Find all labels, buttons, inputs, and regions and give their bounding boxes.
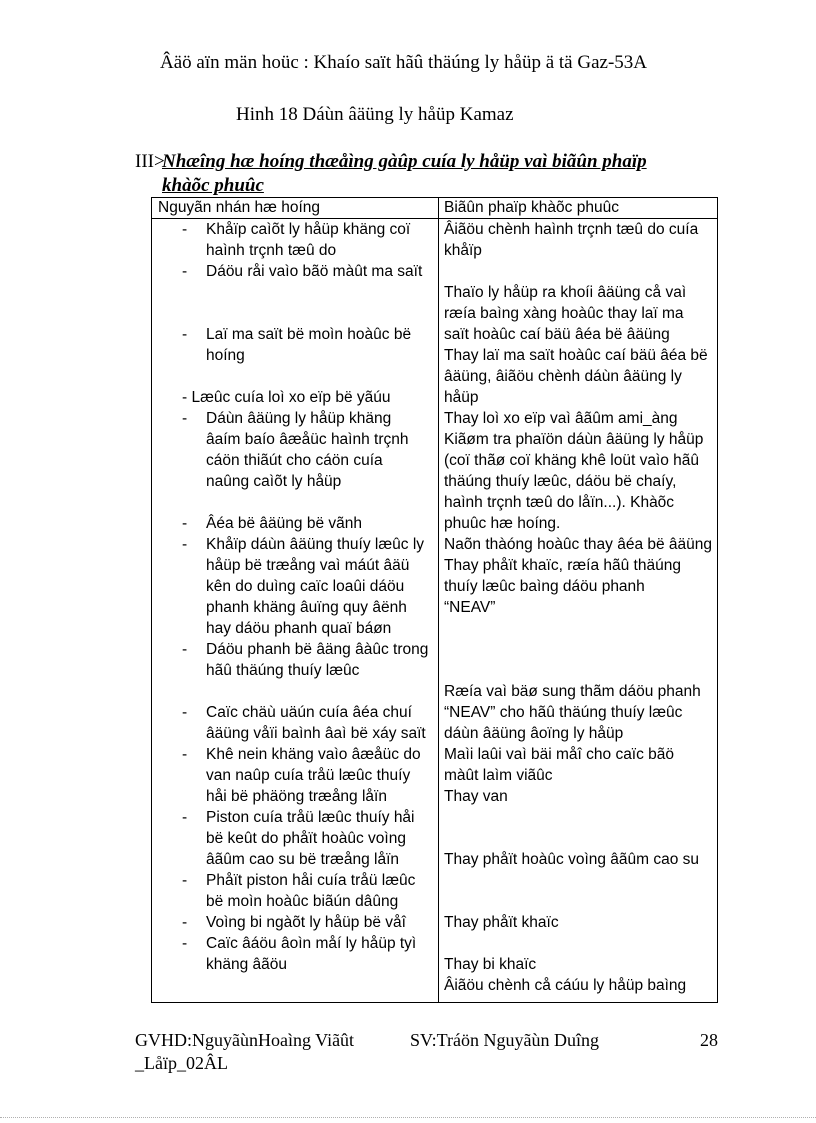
remedy-line: saït hoàûc caí bäü âéa bë âäüng xyxy=(444,326,670,343)
cause-text: Laï ma saït bë moìn hoàûc bë xyxy=(206,326,412,343)
causes-remedies-table xyxy=(151,197,718,1003)
remedy-line: Ræía vaì bäø sung thãm dáöu phanh xyxy=(444,683,701,700)
page-number: 28 xyxy=(700,1030,718,1050)
bullet-dash: - xyxy=(182,641,188,658)
cause-text: - Læûc cuía loì xo eïp bë yãúu xyxy=(182,389,391,406)
remedy-line: Thaïo ly håüp ra khoíi âäüng cå vaì xyxy=(444,284,687,301)
cause-text: khäng âãöu xyxy=(206,956,288,973)
bullet-dash: - xyxy=(182,221,188,238)
remedy-line: ræía baìng xàng hoàûc thay laï ma xyxy=(444,305,684,322)
remedy-line: “NEAV” xyxy=(444,599,496,616)
bullet-dash: - xyxy=(182,935,188,952)
bullet-dash: - xyxy=(182,326,188,343)
bullet-dash: - xyxy=(182,515,188,532)
remedy-line: phuûc hæ hoíng. xyxy=(444,515,561,532)
footer-class: _Låïp_02ÂL xyxy=(135,1053,228,1073)
remedy-line: Thay van xyxy=(444,788,508,805)
section-number: III> xyxy=(135,151,165,172)
cause-text: Phåït piston håi cuía tråü læûc xyxy=(206,872,416,889)
cause-text: Âéa bë âäüng bë vãnh xyxy=(206,515,362,532)
cause-text: naûng caìõt ly håüp xyxy=(206,473,342,490)
cause-text: hay dáöu phanh quaï báøn xyxy=(206,620,392,637)
remedy-line: khåïp xyxy=(444,242,482,259)
remedy-line: Thay phåït khaïc xyxy=(444,914,559,931)
section-title-line1: Nhæîng hæ hoíng thæåìng gàûp cuía ly håüp vaì biãûn phaïp xyxy=(162,151,647,172)
cause-text: bë moìn hoàûc biãún dâûng xyxy=(206,893,399,910)
bullet-dash: - xyxy=(182,746,188,763)
cause-text: âäüng våïi baình âaì bë xáy saït xyxy=(206,725,426,742)
header-remedies: Biãûn phaïp khàõc phuûc xyxy=(444,199,619,216)
bullet-dash: - xyxy=(182,914,188,931)
remedy-line: thäúng thuíy læûc, dáöu bë chaíy, xyxy=(444,473,677,490)
remedy-line: Maìi laûi vaì bäi måî cho caïc bãö xyxy=(444,746,675,763)
remedy-line: Naõn thàóng hoàûc thay âéa bë âäüng xyxy=(444,536,713,553)
section-title-line2: khàõc phuûc xyxy=(162,175,264,196)
figure-caption: Hinh 18 Dáùn âäüng ly håüp Kamaz xyxy=(236,104,514,125)
cause-text: hãû thäúng thuíy læûc xyxy=(206,662,360,679)
cause-text: håüp bë træång vaì máút âäü xyxy=(206,557,410,574)
cause-text: Khåïp dáùn âäüng thuíy læûc ly xyxy=(206,536,425,553)
remedy-line: (coï thãø coï khäng khê loüt vaìo hãû xyxy=(444,452,700,469)
cause-text: Caïc âáöu âoìn måí ly håüp tyì xyxy=(206,935,417,952)
remedy-line: Kiãøm tra phaïön dáùn âäüng ly håüp xyxy=(444,431,704,448)
remedy-line: Thay laï ma saït hoàûc caí bäü âéa bë xyxy=(444,347,708,364)
remedy-line: Thay bi khaïc xyxy=(444,956,537,973)
remedy-line: màût laìm viãûc xyxy=(444,767,553,784)
bullet-dash: - xyxy=(182,809,188,826)
remedy-line: dáùn âäüng âoïng ly håüp xyxy=(444,725,624,742)
cause-text: Piston cuía tråü læûc thuíy håi xyxy=(206,809,415,826)
footer-instructor: GVHD:NguyãùnHoaìng Viãût xyxy=(135,1030,355,1050)
cause-text: haình trçnh tæû do xyxy=(206,242,337,259)
cause-text: Dáöu phanh bë âäng âàûc trong xyxy=(206,641,429,658)
cause-text: Dáöu råi vaìo bãö màût ma saït xyxy=(206,263,423,280)
remedy-line: “NEAV” cho hãû thäúng thuíy læûc xyxy=(444,704,683,721)
cause-text: Dáùn âäüng ly håüp khäng xyxy=(206,410,392,427)
cause-text: kên do duìng caïc loaûi dáöu xyxy=(206,578,405,595)
cause-text: âaím baío âæåüc haình trçnh xyxy=(206,431,409,448)
remedy-line: Thay phåït khaïc, ræía hãû thäúng xyxy=(444,557,681,574)
remedy-line: haình trçnh tæû do låïn...). Khàõc xyxy=(444,494,675,511)
remedy-line: âäüng, âiãöu chènh dáùn âäüng ly xyxy=(444,368,682,385)
cause-text: Caïc chäù uäún cuía âéa chuí xyxy=(206,704,412,721)
column-divider xyxy=(438,198,439,1002)
cause-text: bë keût do phåït hoàûc voìng xyxy=(206,830,406,847)
page-edge-rule xyxy=(0,1117,816,1118)
bullet-dash: - xyxy=(182,872,188,889)
cause-text: cáön thiãút cho cáön cuía xyxy=(206,452,383,469)
cause-text: Voìng bi ngàõt ly håüp bë våî xyxy=(206,914,406,931)
remedy-line: Âiãöu chènh cå cáúu ly håüp baìng xyxy=(444,977,687,994)
header-causes: Nguyãn nhán hæ hoíng xyxy=(158,199,321,216)
remedy-line: Thay phåït hoàûc voìng âãûm cao su xyxy=(444,851,700,868)
cause-text: håi bë phäöng træång låïn xyxy=(206,788,387,805)
cause-text: van naûp cuía tråü læûc thuíy xyxy=(206,767,411,784)
bullet-dash: - xyxy=(182,263,188,280)
footer-student: SV:Tráön Nguyãùn Duîng xyxy=(410,1030,600,1050)
page-header: Âäö aïn män hoüc : Khaío saït hãû thäúng ly håüp ä tä Gaz-53A xyxy=(160,52,647,73)
bullet-dash: - xyxy=(182,410,188,427)
cause-text: Khê nein khäng vaìo âæåüc do xyxy=(206,746,421,763)
remedy-line: Thay loì xo eïp vaì âãûm ami_àng xyxy=(444,410,678,427)
cause-text: âãûm cao su bë træång låïn xyxy=(206,851,400,868)
cause-text: phanh khäng âuïng quy âënh xyxy=(206,599,407,616)
cause-text: hoíng xyxy=(206,347,245,364)
remedy-line: thuíy læûc baìng dáöu phanh xyxy=(444,578,645,595)
cause-text: Khåïp caìõt ly håüp khäng coï xyxy=(206,221,411,238)
remedy-line: håüp xyxy=(444,389,479,406)
remedy-line: Âiãöu chènh haình trçnh tæû do cuía xyxy=(444,221,699,238)
bullet-dash: - xyxy=(182,704,188,721)
bullet-dash: - xyxy=(182,536,188,553)
